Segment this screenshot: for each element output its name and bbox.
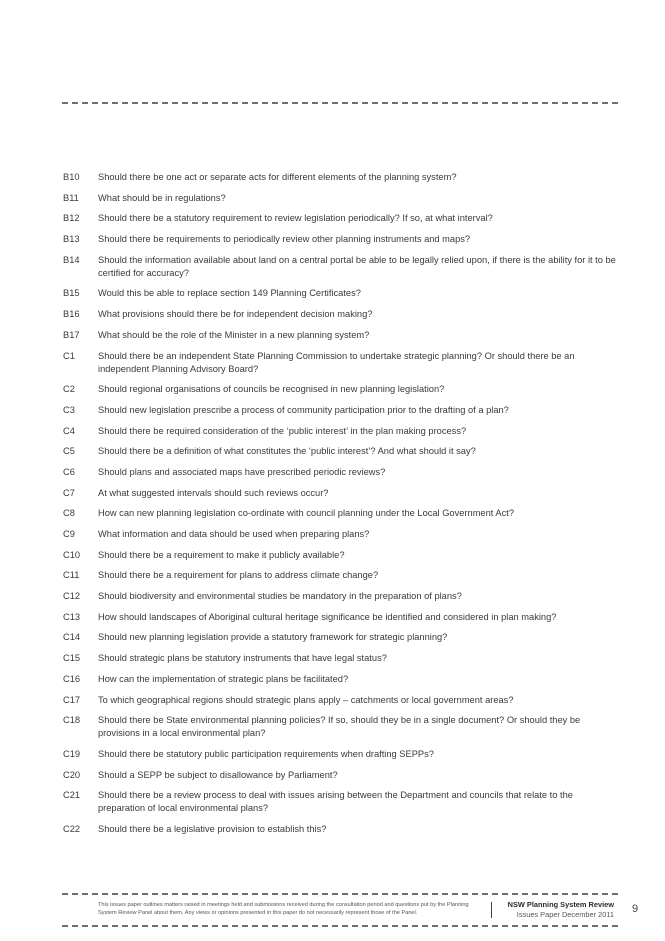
- question-text: Should new planning legislation provide a statutory framework for strategic planning?: [98, 632, 448, 643]
- question-item: [63, 254, 618, 280]
- question-item: [63, 487, 618, 500]
- footer-vertical-divider: [491, 902, 492, 918]
- question-text: Should there be requirements to periodically review other planning instruments and maps?: [98, 234, 471, 245]
- question-code: C5: [63, 446, 75, 457]
- question-text: Should regional organisations of councils be recognised in new planning legislation?: [98, 384, 445, 395]
- question-code: B14: [63, 254, 80, 265]
- publication-title: NSW Planning System Review: [507, 900, 614, 909]
- question-item: [63, 192, 618, 205]
- question-code: C1: [63, 350, 75, 361]
- footer-brand: [496, 900, 614, 920]
- question-item: [63, 507, 618, 520]
- question-code: B16: [63, 309, 80, 320]
- question-code: B15: [63, 288, 80, 299]
- question-text: Should there be one act or separate acts for different elements of the planning system?: [98, 172, 457, 182]
- question-code: C14: [63, 632, 81, 643]
- question-code: C4: [63, 425, 75, 436]
- question-code: B17: [63, 329, 80, 340]
- question-item: [63, 383, 618, 396]
- question-text: How can the implementation of strategic plans be facilitated?: [98, 673, 349, 684]
- question-text: Should there be a legislative provision to establish this?: [98, 823, 327, 834]
- question-code: C16: [63, 673, 81, 684]
- question-item: [63, 823, 618, 836]
- question-text: Should biodiversity and environmental studies be mandatory in the preparation of plans?: [98, 591, 462, 602]
- publication-subtitle: Issues Paper December 2011: [516, 910, 614, 919]
- footer-disclaimer: This issues paper outlines matters raised in meetings held and submissions received during the consultation period and questions put by the Planning System Review Panel about them. Any views or opinions presented in this paper do not necessarily represent those of the Panel.: [98, 902, 469, 916]
- question-text: Should there be an independent State Planning Commission to undertake strategic planning? Or should there be an independent Planning Advisory Board?: [98, 350, 575, 374]
- question-item: [63, 308, 618, 321]
- question-text: What information and data should be used when preparing plans?: [98, 529, 370, 539]
- question-text: Should strategic plans be statutory instruments that have legal status?: [98, 653, 387, 664]
- question-item: [63, 233, 618, 246]
- question-code: C20: [63, 769, 81, 780]
- question-code: C3: [63, 404, 75, 415]
- question-code: C19: [63, 748, 81, 759]
- question-code: C10: [63, 549, 81, 560]
- question-code: C12: [63, 591, 81, 602]
- header-divider: [62, 102, 618, 104]
- question-code: C18: [63, 715, 81, 726]
- question-code: B11: [63, 192, 79, 203]
- footer-divider-top: [62, 893, 618, 895]
- question-code: B10: [63, 172, 80, 182]
- question-code: C13: [63, 611, 81, 622]
- question-item: [63, 350, 618, 376]
- question-code: C6: [63, 466, 75, 477]
- question-item: [63, 611, 618, 624]
- question-text: To which geographical regions should strategic plans apply – catchments or local government areas?: [98, 694, 514, 705]
- question-code: C8: [63, 508, 75, 519]
- question-code: C2: [63, 384, 75, 395]
- question-text: Should plans and associated maps have prescribed periodic reviews?: [98, 466, 386, 477]
- footer-divider-bottom: [62, 925, 618, 927]
- question-text: Should there be required consideration of the ‘public interest’ in the plan making process?: [98, 425, 467, 436]
- question-text: Should there be a definition of what constitutes the ‘public interest’? And what should it say?: [98, 446, 476, 457]
- question-item: [63, 652, 618, 665]
- question-item: [63, 694, 618, 707]
- question-item: [63, 673, 618, 686]
- question-text: Would this be able to replace section 149 Planning Certificates?: [98, 288, 361, 299]
- question-text: What provisions should there be for independent decision making?: [98, 309, 373, 320]
- question-text: Should there be a review process to deal with issues arising between the Department and councils that relate to the preparation of local environmental plans?: [98, 790, 573, 814]
- page-number: 9: [632, 903, 639, 915]
- question-item: [63, 404, 618, 417]
- question-text: Should there be a requirement to make it publicly available?: [98, 549, 345, 560]
- question-item: [63, 748, 618, 761]
- question-code: C11: [63, 570, 80, 581]
- question-item: [63, 329, 618, 342]
- question-item: [63, 287, 618, 300]
- question-item: [63, 631, 618, 644]
- question-list: [63, 171, 618, 844]
- question-code: C7: [63, 487, 75, 498]
- question-item: [63, 714, 618, 740]
- question-item: [63, 590, 618, 603]
- question-text: Should there be a statutory requirement to review legislation periodically? If so, at what interval?: [98, 213, 493, 224]
- question-item: [63, 466, 618, 479]
- question-item: [63, 789, 618, 815]
- question-item: [63, 549, 618, 562]
- question-text: Should the information available about land on a central portal be able to be legally relied upon, if there is the ability for it to be certified for accuracy?: [98, 254, 616, 278]
- question-text: Should there be a requirement for plans to address climate change?: [98, 570, 379, 581]
- question-code: C15: [63, 653, 81, 664]
- question-text: Should a SEPP be subject to disallowance by Parliament?: [98, 769, 338, 780]
- question-text: Should there be statutory public participation requirements when drafting SEPPs?: [98, 748, 434, 759]
- question-code: C17: [63, 694, 81, 705]
- question-item: [63, 212, 618, 225]
- question-item: [63, 528, 618, 541]
- question-item: [63, 425, 618, 438]
- question-item: [63, 445, 618, 458]
- question-item: [63, 171, 618, 184]
- question-text: What should be in regulations?: [98, 192, 226, 203]
- question-text: What should be the role of the Minister in a new planning system?: [98, 329, 370, 340]
- question-text: At what suggested intervals should such reviews occur?: [98, 487, 329, 498]
- question-code: C9: [63, 529, 75, 539]
- question-text: Should new legislation prescribe a process of community participation prior to the drafting of a plan?: [98, 404, 509, 415]
- question-code: C21: [63, 790, 81, 801]
- question-code: B13: [63, 234, 80, 245]
- question-text: How can new planning legislation co-ordinate with council planning under the Local Government Act?: [98, 508, 515, 519]
- question-code: B12: [63, 213, 80, 224]
- question-code: C22: [63, 823, 81, 834]
- question-item: [63, 569, 618, 582]
- question-item: [63, 769, 618, 782]
- question-text: How should landscapes of Aboriginal cultural heritage significance be identified and considered in plan making?: [98, 611, 557, 622]
- question-text: Should there be State environmental planning policies? If so, should they be in a single document? Or should they be provisions in a local environmental plan?: [98, 715, 581, 739]
